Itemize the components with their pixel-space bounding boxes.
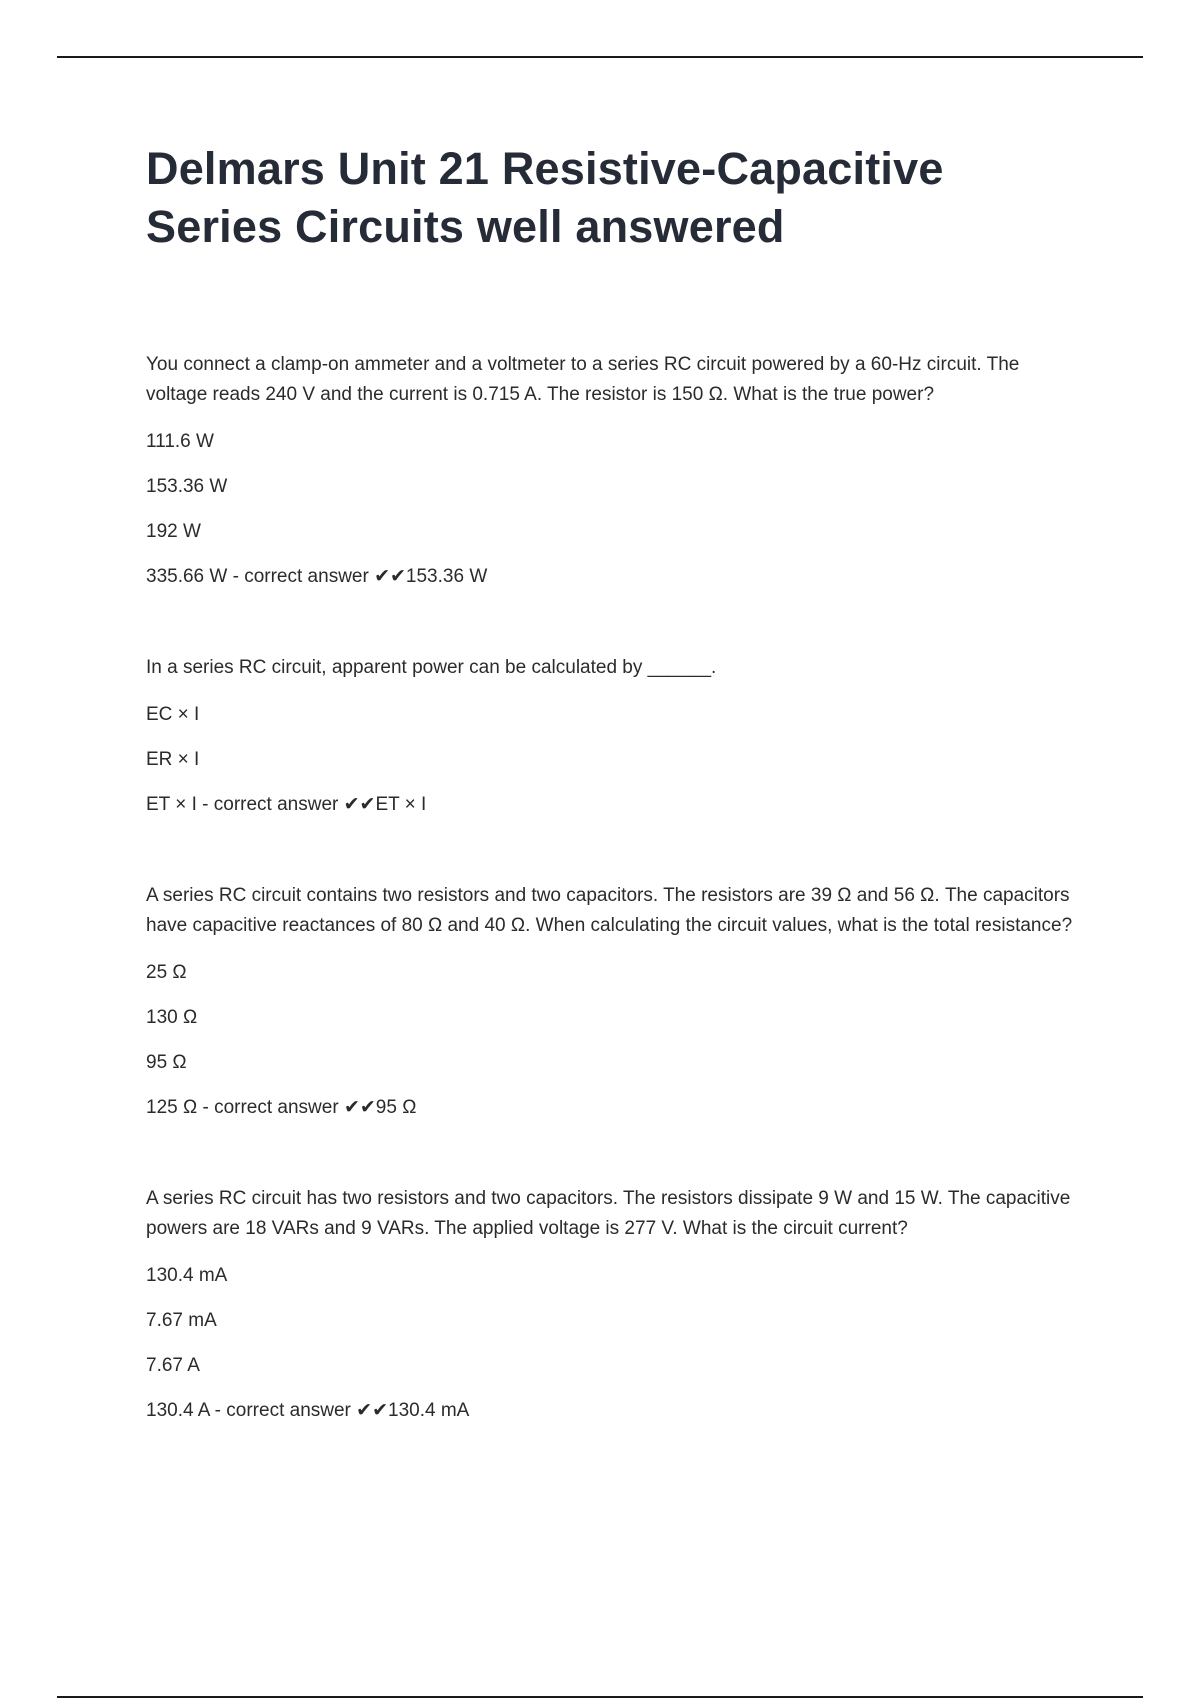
question-3 (146, 881, 1076, 1122)
question-text: In a series RC circuit, apparent power can be calculated by ______. (146, 657, 717, 678)
answer-option: 111.6 W (146, 431, 214, 452)
question-4 (146, 1184, 1076, 1425)
answer-option-with-correct-answer: ET × I - correct answer ✔✔ET × I (146, 794, 427, 815)
answer-option: 25 Ω (146, 962, 187, 983)
answer-option: ER × I (146, 749, 200, 770)
question-list (146, 350, 1076, 1425)
question-text: You connect a clamp-on ammeter and a voltmeter to a series RC circuit powered by a 60-Hz circuit. The voltage reads 240 V and the current is 0.715 A. The resistor is 150 Ω. What is the true power? (146, 354, 1020, 405)
question-text: A series RC circuit contains two resistors and two capacitors. The resistors are 39 Ω and 56 Ω. The capacitors have capacitive reactances of 80 Ω and 40 Ω. When calculating the circuit values, what is the total resistance? (146, 885, 1073, 936)
question-text: A series RC circuit has two resistors and two capacitors. The resistors dissipate 9 W and 15 W. The capacitive powers are 18 VARs and 9 VARs. The applied voltage is 277 V. What is the circuit current? (146, 1188, 1071, 1239)
answer-option: 7.67 mA (146, 1310, 217, 1331)
answer-option-with-correct-answer: 130.4 A - correct answer ✔✔130.4 mA (146, 1400, 470, 1421)
answer-option: 153.36 W (146, 476, 228, 497)
top-divider (57, 56, 1143, 58)
answer-option-with-correct-answer: 335.66 W - correct answer ✔✔153.36 W (146, 566, 488, 587)
answer-option-with-correct-answer: 125 Ω - correct answer ✔✔95 Ω (146, 1097, 417, 1118)
answer-option: 192 W (146, 521, 201, 542)
question-1 (146, 350, 1076, 591)
answer-option: 130 Ω (146, 1007, 198, 1028)
answer-option: 130.4 mA (146, 1265, 228, 1286)
document-body (146, 140, 1076, 1487)
answer-option: 95 Ω (146, 1052, 187, 1073)
answer-option: 7.67 A (146, 1355, 200, 1376)
document-title: Delmars Unit 21 Resistive-Capacitive Series Circuits well answered (146, 143, 944, 252)
question-2 (146, 653, 1076, 819)
answer-option: EC × I (146, 704, 200, 725)
bottom-divider (57, 1696, 1143, 1698)
